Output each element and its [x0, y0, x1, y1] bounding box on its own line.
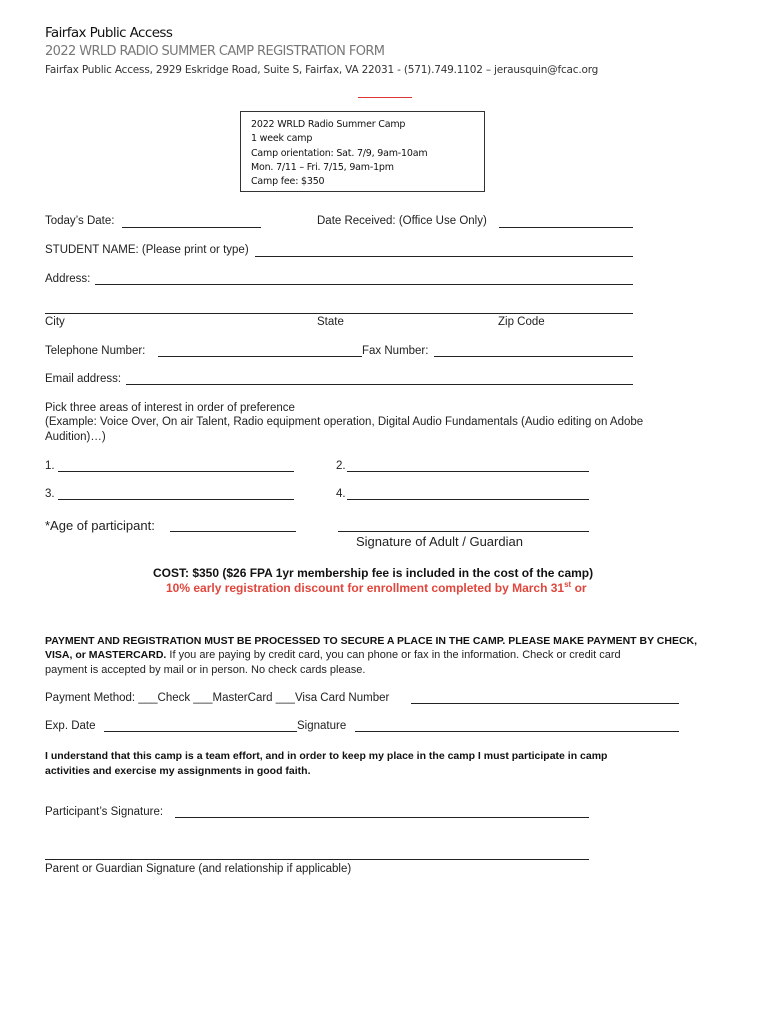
todays-date-field[interactable] [122, 227, 261, 228]
age-field[interactable] [170, 531, 296, 532]
exp-date-label: Exp. Date [45, 720, 96, 732]
payment-notice: PAYMENT AND REGISTRATION MUST BE PROCESSED TO SECURE A PLACE IN THE CAMP. PLEASE MAKE PAYMENT BY CHECK, [45, 635, 698, 647]
email-label: Email address: [45, 373, 122, 385]
interests-example-cont: Audition)…) [45, 431, 106, 443]
interest-number: 1. [45, 460, 55, 472]
payment-notice-end: payment is accepted by mail or in person. No check cards please. [45, 664, 366, 676]
exp-date-field[interactable] [104, 731, 297, 732]
fax-field[interactable] [434, 356, 633, 357]
todays-date-label: Today’s Date: [45, 215, 115, 227]
form-title: 2022 WRLD RADIO SUMMER CAMP REGISTRATION FORM [45, 44, 385, 59]
student-name-label: STUDENT NAME: (Please print or type) [45, 244, 249, 256]
payment-notice-cont [45, 649, 621, 661]
contact-address: Fairfax Public Access, 2929 Eskridge Road, Suite S, Fairfax, VA 22031 - (571).749.1102 – jerausquin@fcac.org [45, 64, 599, 76]
interest-3-field[interactable] [58, 499, 294, 500]
fax-label: Fax Number: [362, 345, 429, 357]
email-field[interactable] [126, 384, 633, 385]
date-received-label: Date Received: (Office Use Only) [317, 215, 487, 227]
red-underline-mark [358, 97, 412, 98]
interests-example: (Example: Voice Over, On air Talent, Radio equipment operation, Digital Audio Fundamentals (Audio editing on Adobe [45, 416, 644, 428]
discount-superscript: st [564, 580, 572, 589]
telephone-label: Telephone Number: [45, 345, 146, 357]
organization-name: Fairfax Public Access [45, 25, 173, 41]
interest-number: 3. [45, 488, 55, 500]
address-label: Address: [45, 273, 91, 285]
guardian-signature-caption: Signature of Adult / Guardian [356, 534, 523, 549]
state-label: State [317, 316, 344, 328]
discount-text: 10% early registration discount for enrollment completed by March 31 [166, 581, 565, 595]
participant-signature-label: Participant’s Signature: [45, 806, 164, 818]
telephone-field[interactable] [158, 356, 362, 357]
parent-signature-label: Parent or Guardian Signature (and relationship if applicable) [45, 863, 352, 875]
participant-signature-field[interactable] [175, 817, 589, 818]
cost-statement: COST: $350 ($26 FPA 1yr membership fee is included in the cost of the camp) [153, 566, 594, 580]
parent-signature-field[interactable] [45, 859, 589, 860]
interest-4-field[interactable] [347, 499, 589, 500]
agreement-statement: I understand that this camp is a team effort, and in order to keep my place in the camp I must participate in camp [45, 750, 608, 762]
interest-1-field[interactable] [58, 471, 294, 472]
info-line: Mon. 7/11 – Fri. 7/15, 9am-1pm [251, 161, 394, 173]
city-label: City [45, 316, 65, 328]
interest-2-field[interactable] [347, 471, 589, 472]
info-line: 2022 WRLD Radio Summer Camp [251, 119, 406, 130]
interest-number: 4. [336, 488, 346, 500]
age-label: *Age of participant: [45, 518, 155, 533]
address-field[interactable] [95, 284, 633, 285]
payment-signature-field[interactable] [355, 731, 679, 732]
student-name-field[interactable] [255, 256, 633, 257]
interest-number: 2. [336, 460, 346, 472]
card-number-field[interactable] [411, 703, 679, 704]
agreement-statement-cont: activities and exercise my assignments in good faith. [45, 765, 311, 777]
payment-method-label: Payment Method: ___Check ___MasterCard ___Visa Card Number [45, 692, 390, 704]
info-line: Camp fee: $350 [251, 176, 325, 188]
payment-card-info: If you are paying by credit card, you can phone or fax in the information. Check or credit card [166, 649, 621, 661]
info-line: 1 week camp [251, 133, 313, 145]
payment-signature-label: Signature [297, 720, 347, 732]
early-discount-note [166, 580, 587, 595]
city-state-zip-field[interactable] [45, 313, 633, 314]
zip-label: Zip Code [498, 316, 545, 328]
camp-info-box [240, 111, 485, 192]
interests-prompt: Pick three areas of interest in order of preference [45, 402, 295, 414]
payment-cards: VISA, or MASTERCARD. [45, 649, 167, 661]
info-line: Camp orientation: Sat. 7/9, 9am-10am [251, 147, 428, 159]
guardian-signature-field[interactable] [338, 531, 589, 532]
discount-tail: or [571, 581, 587, 595]
date-received-field[interactable] [499, 227, 633, 228]
